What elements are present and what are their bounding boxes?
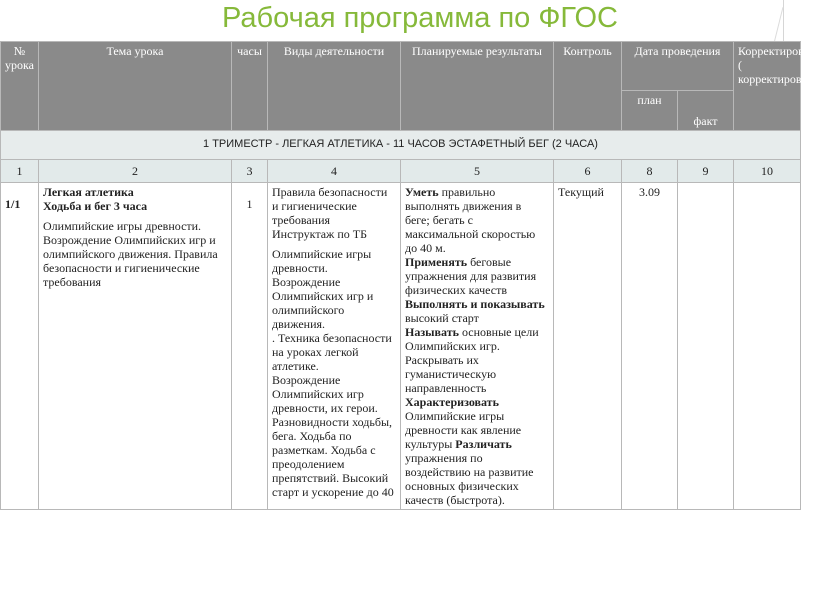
result-verb: Характеризовать: [405, 395, 499, 409]
correction: [734, 183, 801, 510]
result-verb: Различать: [455, 437, 512, 451]
header-topic: Тема урока: [39, 42, 232, 131]
result-text: правильно выполнять движения в беге; бегать с максимальной скоростью до 40 м.: [405, 185, 536, 255]
header-correction: Корректировка ( корректировка): [734, 42, 801, 131]
topic-description: Олимпийские игры древности. Возрождение Олимпийских игр и олимпийского движения. Правила безопасности и гигиенические требования: [43, 219, 218, 289]
result-text: упражнения по воздействию на развитие основных физических качеств (быстрота).: [405, 451, 534, 507]
result-verb: Называть: [405, 325, 459, 339]
lesson-topic: [39, 183, 232, 510]
lesson-hours: 1: [232, 183, 268, 510]
header-control: Контроль: [554, 42, 622, 131]
col-number: 6: [554, 160, 622, 183]
col-number: 9: [678, 160, 734, 183]
col-number: 8: [622, 160, 678, 183]
header-results: Планируемые результаты: [401, 42, 554, 131]
lesson-activities: [268, 183, 401, 510]
topic-subtitle: Ходьба и бег 3 часа: [43, 199, 148, 213]
result-text: беговые упражнения для развития физических качеств: [405, 255, 537, 297]
header-activities: Виды деятельности: [268, 42, 401, 131]
col-number: 4: [268, 160, 401, 183]
col-number: 1: [1, 160, 39, 183]
date-plan: 3.09: [622, 183, 678, 510]
activity-text: Возрождение Олимпийских игр древности, их герои. Разновидности ходьбы, бега. Ходьба по разметкам. Ходьба с преодолением препятствий. Высокий старт и ускорение до 40: [272, 373, 394, 499]
lesson-number: 1/1: [1, 183, 39, 510]
topic-title: Легкая атлетика: [43, 185, 134, 199]
col-number: 2: [39, 160, 232, 183]
col-number: 10: [734, 160, 801, 183]
result-text: основные цели Олимпийских игр. Раскрывать их гуманистическую направленность: [405, 325, 539, 395]
header-date: Дата проведения: [622, 42, 734, 91]
lesson-control: Текущий: [554, 183, 622, 510]
result-verb: Применять: [405, 255, 468, 269]
activity-text: Инструктаж по ТБ: [272, 227, 367, 241]
activity-text: Олимпийские игры древности. Возрождение Олимпийских игр и олимпийского движения.: [272, 247, 374, 331]
section-banner: 1 ТРИМЕСТР - ЛЕГКАЯ АТЛЕТИКА - 11 ЧАСОВ ЭСТАФЕТНЫЙ БЕГ (2 ЧАСА): [1, 131, 801, 160]
header-number: № урока: [1, 42, 39, 131]
header-fact: факт: [678, 91, 734, 131]
result-text: Олимпийские игры древности как явление культуры: [405, 409, 522, 451]
program-table: [0, 41, 817, 510]
activity-text: Правила безопасности и гигиенические требования: [272, 185, 388, 227]
col-number: 3: [232, 160, 268, 183]
result-text: высокий старт: [405, 311, 479, 325]
header-hours: часы: [232, 42, 268, 131]
activity-text: . Техника безопасности на уроках легкой атлетике.: [272, 331, 392, 373]
date-fact: [678, 183, 734, 510]
table-row: [1, 183, 801, 510]
header-plan: план: [622, 91, 678, 131]
page-title: Рабочая программа по ФГОС: [222, 2, 618, 34]
col-number: 5: [401, 160, 554, 183]
result-verb: Уметь: [405, 185, 439, 199]
lesson-results: [401, 183, 554, 510]
result-verb: Выполнять и показывать: [405, 297, 545, 311]
